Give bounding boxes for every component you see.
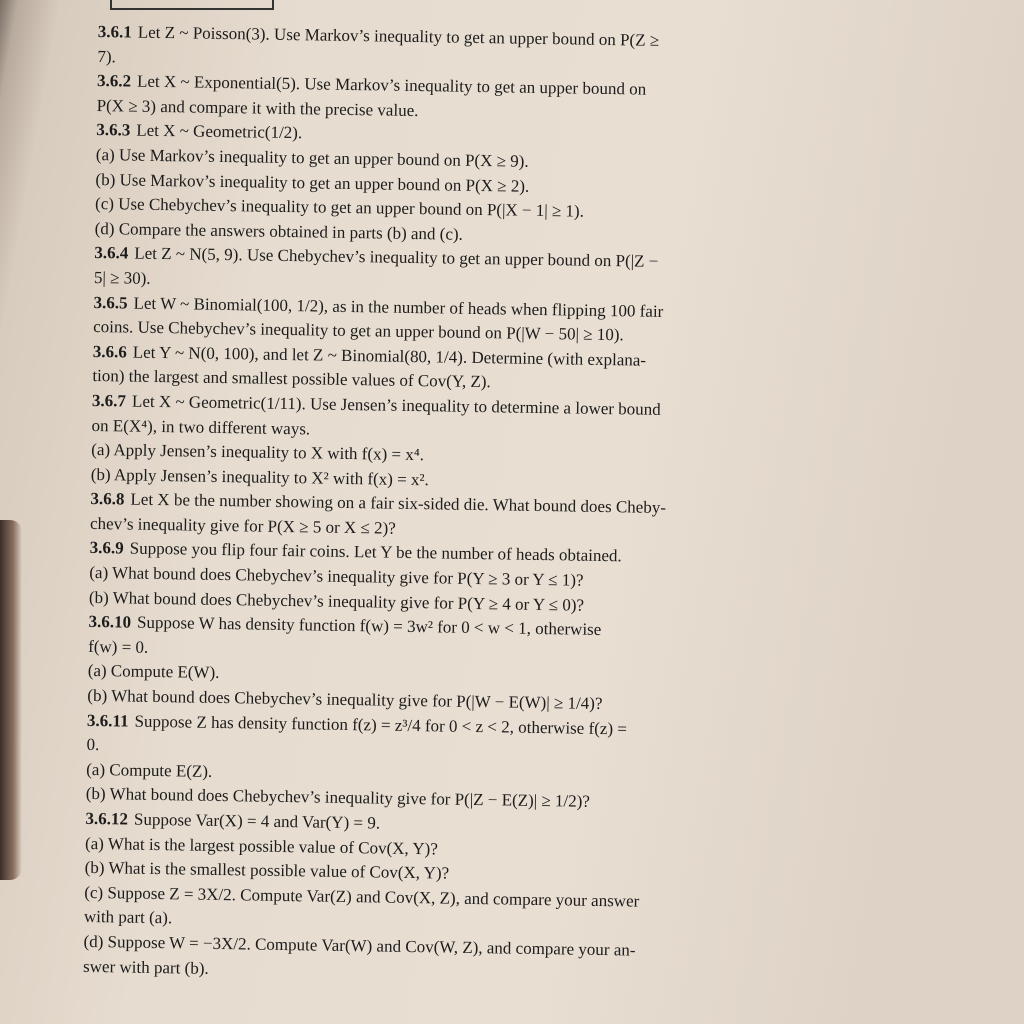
exercise-text: Let W ~ Binomial(100, 1/2), as in the number of heads when flipping 100 fair [133, 293, 664, 321]
exercise-subpart: swer with part (b). [82, 956, 209, 978]
exercise-text: coins. Use Chebychev’s inequality to get an upper bound on P(|W − 50| ≥ 10). [93, 317, 624, 345]
exercise-subpart: (a) Apply Jensen’s inequality to X with f(x) = x⁴. [91, 440, 425, 465]
exercise-subpart: (a) What bound does Chebychev’s inequality give for P(Y ≥ 3 or Y ≤ 1)? [89, 562, 584, 590]
exercise-number: 3.6.1 [97, 21, 132, 42]
exercise-number: 3.6.5 [93, 292, 128, 313]
exercise-item [83, 807, 786, 990]
exercise-text: Suppose Var(X) = 4 and Var(Y) = 9. [133, 809, 381, 833]
exercise-text: f(w) = 0. [88, 636, 149, 657]
exercise-text: chev’s inequality give for P(X ≥ 5 or X ≤ 2)? [89, 513, 396, 538]
exercise-item [95, 118, 797, 252]
exercise-subpart: (c) Suppose Z = 3X/2. Compute Var(Z) and Cov(X, Z), and compare your answer [84, 882, 640, 911]
exercise-text: 7). [97, 46, 117, 66]
header-box-edge [110, 0, 274, 10]
exercise-text: 0. [86, 735, 100, 755]
exercise-number: 3.6.11 [86, 710, 129, 731]
exercise-number: 3.6.9 [89, 538, 124, 558]
page-edge-shadow [0, 520, 22, 880]
exercise-number: 3.6.2 [96, 71, 132, 91]
exercise-text: Let Z ~ Poisson(3). Use Markov’s inequality to get an upper bound on P(Z ≥ [137, 22, 660, 50]
exercise-number: 3.6.8 [90, 489, 125, 509]
exercise-text: Let X ~ Geometric(1/11). Use Jensen’s inequality to determine a lower bound [131, 391, 661, 419]
exercise-text: Let X be the number showing on a fair six-sided die. What bound does Cheby- [130, 489, 667, 518]
exercise-subpart: (a) Compute E(W). [87, 661, 220, 683]
exercise-subpart: (b) What is the smallest possible value of Cov(X, Y)? [84, 858, 450, 883]
exercise-text: Suppose Z has density function f(z) = z³/4 for 0 < z < 2, otherwise f(z) = [134, 711, 628, 739]
exercise-text: P(X ≥ 3) and compare it with the precise value. [96, 95, 419, 120]
exercise-subpart: with part (a). [83, 907, 173, 928]
exercise-number: 3.6.10 [88, 612, 132, 632]
exercise-item [86, 709, 787, 818]
exercise-subpart: (a) Compute E(Z). [86, 759, 213, 781]
exercise-subpart: (a) Use Markov’s inequality to get an upper bound on P(X ≥ 9). [95, 144, 529, 171]
exercise-item [91, 389, 792, 498]
exercise-subpart: (b) Apply Jensen’s inequality to X² with f(x) = x². [90, 464, 430, 489]
exercise-text: Let X ~ Geometric(1/2). [136, 120, 303, 143]
exercise-subpart: (d) Suppose W = −3X/2. Compute Var(W) and Cov(W, Z), and compare your an- [83, 931, 636, 960]
exercise-subpart: (d) Compare the answers obtained in parts (b) and (c). [94, 218, 464, 244]
exercise-number: 3.6.7 [91, 390, 127, 411]
exercise-text: 5| ≥ 30). [93, 267, 151, 288]
exercise-text: Let Z ~ N(5, 9). Use Chebychev’s inequality to get an upper bound on P(|Z − [134, 243, 659, 272]
exercise-text: Let Y ~ N(0, 100), and let Z ~ Binomial(80, 1/4). Determine (with explana- [132, 342, 647, 370]
exercise-subpart: (b) What bound does Chebychev’s inequality give for P(Y ≥ 4 or Y ≤ 0)? [88, 587, 585, 615]
exercise-subpart: (b) Use Markov’s inequality to get an upper bound on P(X ≥ 2). [95, 169, 530, 196]
exercise-subpart: (a) What is the largest possible value of Cov(X, Y)? [84, 833, 439, 859]
exercise-number: 3.6.3 [96, 120, 131, 140]
exercise-text: Suppose you flip four fair coins. Let Y be the number of heads obtained. [129, 539, 622, 566]
exercise-subpart: (c) Use Chebychev’s inequality to get an upper bound on P(|X − 1| ≥ 1). [94, 194, 585, 221]
exercise-text: on E(X⁴), in two different ways. [91, 415, 311, 438]
exercise-subpart: (b) What bound does Chebychev’s inequality give for P(|W − E(W)| ≥ 1/4)? [87, 685, 603, 714]
exercise-number: 3.6.12 [85, 808, 129, 829]
exercise-text: tion) the largest and smallest possible values of Cov(Y, Z). [92, 366, 491, 392]
exercise-list [83, 20, 798, 990]
exercise-text: Suppose W has density function f(w) = 3w² for 0 < w < 1, otherwise [136, 612, 602, 640]
exercise-number: 3.6.4 [94, 243, 129, 263]
exercise-item [87, 610, 788, 719]
exercise-number: 3.6.6 [92, 341, 127, 362]
exercise-text: Let X ~ Exponential(5). Use Markov’s inequality to get an upper bound on [136, 71, 647, 99]
exercise-subpart: (b) What bound does Chebychev’s inequality give for P(|Z − E(Z)| ≥ 1/2)? [85, 784, 591, 812]
exercise-item [89, 536, 790, 621]
